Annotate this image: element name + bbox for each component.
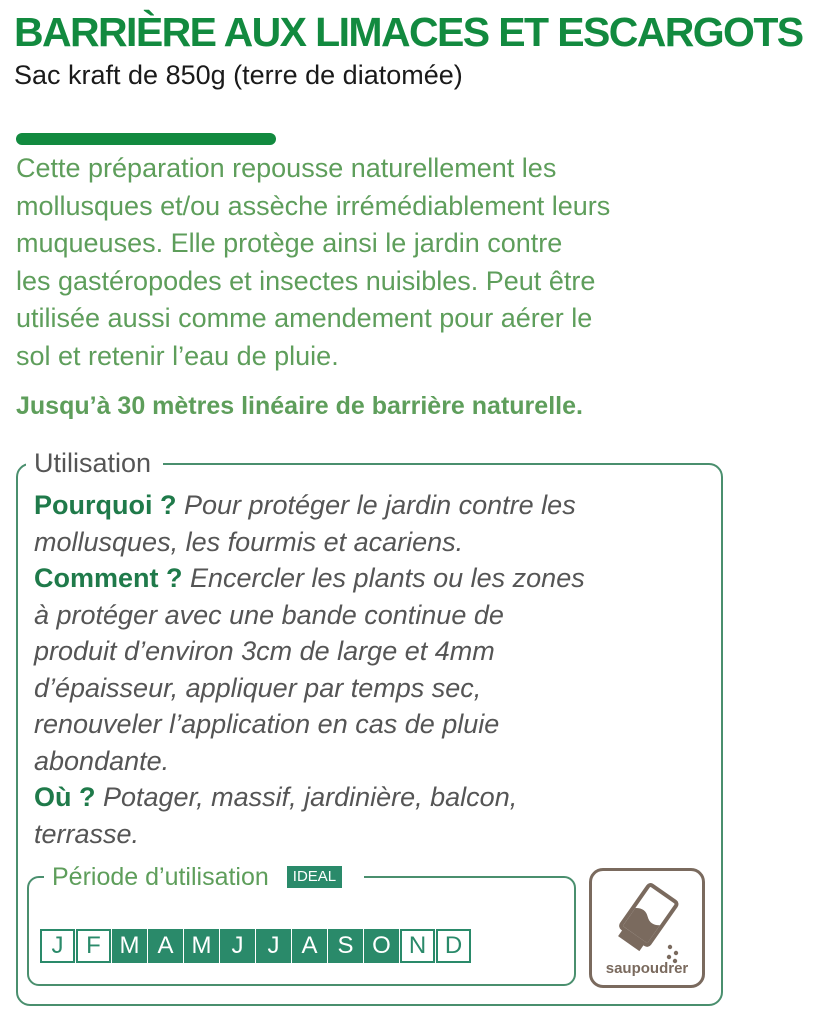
- month-cell: D: [436, 929, 471, 963]
- why-label: Pourquoi ?: [34, 490, 177, 520]
- coverage-highlight: Jusqu’à 30 mètres linéaire de barrière naturelle.: [16, 392, 583, 420]
- product-title: BARRIÈRE AUX LIMACES ET ESCARGOTS: [14, 9, 803, 55]
- description-line: mollusques et/ou assèche irrémédiablement leurs: [16, 190, 611, 221]
- product-description: [16, 150, 806, 375]
- why-line: [34, 487, 714, 524]
- how-text-continued: produit d’environ 3cm de large et 4mm: [34, 636, 495, 666]
- month-cell: M: [112, 929, 147, 963]
- month-cell: N: [400, 929, 435, 963]
- where-text-continued: terrasse.: [34, 818, 140, 849]
- description-line: sol et retenir l’eau de pluie.: [16, 340, 339, 371]
- how-text-continued: à protéger avec une bande continue de: [34, 599, 504, 630]
- how-line: [34, 560, 714, 597]
- divider-bar: [16, 133, 276, 145]
- description-line: utilisée aussi comme amendement pour aérer le: [16, 303, 593, 333]
- month-cell: A: [292, 929, 327, 963]
- period-label: Période d’utilisation: [52, 863, 269, 891]
- usage-instructions: [34, 487, 714, 852]
- period-heading: [44, 861, 364, 893]
- ideal-badge: IDEAL: [287, 866, 342, 888]
- description-line: Cette préparation repousse naturellement les: [16, 153, 557, 183]
- usage-heading: Utilisation: [26, 447, 163, 479]
- application-label: saupoudrer: [605, 960, 689, 977]
- month-calendar: [40, 929, 471, 963]
- how-text-continued: abondante.: [34, 745, 170, 776]
- why-text: Pour protéger le jardin contre les: [176, 490, 576, 520]
- how-text-continued: d’épaisseur, appliquer par temps sec,: [34, 672, 482, 703]
- month-cell: J: [256, 929, 291, 963]
- why-text-continued: mollusques, les fourmis et acariens.: [34, 526, 464, 557]
- month-cell: S: [328, 929, 363, 963]
- product-subtitle: Sac kraft de 850g (terre de diatomée): [14, 60, 463, 90]
- month-cell: O: [364, 929, 399, 963]
- where-label: Où ?: [34, 782, 96, 812]
- month-cell: J: [40, 929, 75, 963]
- where-line: [34, 779, 714, 816]
- month-cell: F: [76, 929, 111, 963]
- month-cell: A: [148, 929, 183, 963]
- how-text: Encercler les plants ou les zones: [182, 563, 585, 593]
- where-text: Potager, massif, jardinière, balcon,: [95, 782, 518, 812]
- how-text-continued: renouveler l’application en cas de pluie: [34, 709, 500, 739]
- month-cell: M: [184, 929, 219, 963]
- description-line: muqueuses. Elle protège ainsi le jardin contre: [16, 228, 563, 258]
- application-method: [589, 868, 705, 988]
- how-label: Comment ?: [34, 563, 183, 593]
- description-line: les gastéropodes et insectes nuisibles. Peut être: [16, 265, 596, 296]
- month-cell: J: [220, 929, 255, 963]
